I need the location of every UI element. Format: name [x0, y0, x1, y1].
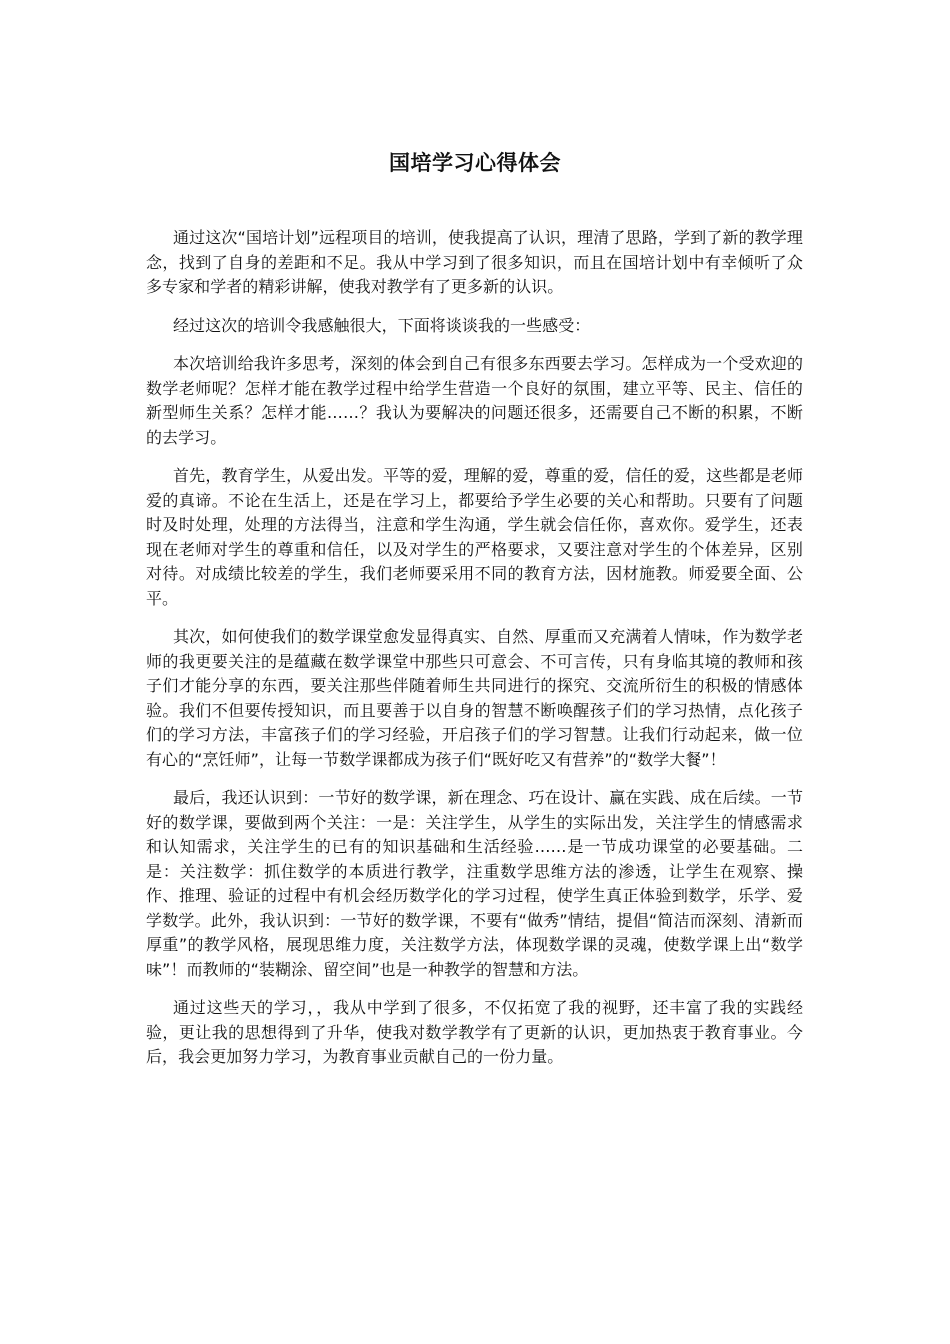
document-body	[146, 226, 803, 1084]
document-title: 国培学习心得体会	[389, 151, 561, 175]
paragraph-intro: 通过这次“国培计划”远程项目的培训，使我提高了认识，理清了思路，学到了新的教学理念，找到了自身的差距和不足。我从中学习到了很多知识，而且在国培计划中有幸倾听了众多专家和学者的精彩讲解，使我对教学有了更多新的认识。	[146, 228, 803, 296]
paragraph-second: 其次，如何使我们的数学课堂愈发显得真实、自然、厚重而又充满着人情味，作为数学老师的我更要关注的是蕴藏在数学课堂中那些只可意会、不可言传，只有身临其境的教师和孩子们才能分享的东西，要关注那些伴随着师生共同进行的探究、交流所衍生的积极的情感体验。我们不但要传授知识，而且要善于以自身的智慧不断唤醒孩子们的学习热情，点化孩子们的学习方法，丰富孩子们的学习经验，开启孩子们的学习智慧。让我们行动起来，做一位有心的“烹饪师”，让每一节数学课都成为孩子们“既好吃又有营养”的“数学大餐”！	[146, 627, 803, 769]
paragraph-last: 最后，我还认识到：一节好的数学课，新在理念、巧在设计、赢在实践、成在后续。一节好的数学课，要做到两个关注：一是：关注学生，从学生的实际出发，关注学生的情感需求和认知需求，关注学生的已有的知识基础和生活经验……是一节成功课堂的必要基础。二是：关注数学：抓住数学的本质进行教学，注重数学思维方法的渗透，让学生在观察、操作、推理、验证的过程中有机会经历数学化的学习过程，使学生真正体验到数学，乐学、爱学数学。此外，我认识到：一节好的数学课，不要有“做秀”情结，提倡“简洁而深刻、清新而厚重”的教学风格，展现思维力度，关注数学方法，体现数学课的灵魂，使数学课上出“数学味”！而教师的“装糊涂、留空间”也是一种教学的智慧和方法。	[146, 788, 803, 979]
paragraph-feelings-lead: 经过这次的培训令我感触很大，下面将谈谈我的一些感受：	[173, 315, 591, 335]
paragraph-conclusion: 通过这些天的学习，，我从中学到了很多，不仅拓宽了我的视野，还丰富了我的实践经验，更让我的思想得到了升华，使我对数学教学有了更新的认识，更加热衷于教育事业。今后，我会更加努力学习，为教育事业贡献自己的一份力量。	[146, 998, 803, 1066]
paragraph-reflection: 本次培训给我许多思考，深刻的体会到自己有很多东西要去学习。怎样成为一个受欢迎的数学老师呢？怎样才能在教学过程中给学生营造一个良好的氛围，建立平等、民主、信任的新型师生关系？怎样才能……？我认为要解决的问题还很多，还需要自己不断的积累，不断的去学习。	[146, 354, 803, 447]
paragraph-first: 首先，教育学生，从爱出发。平等的爱，理解的爱，尊重的爱，信任的爱，这些都是老师爱的真谛。不论在生活上，还是在学习上，都要给予学生必要的关心和帮助。只要有了问题时及时处理，处理的方法得当，注意和学生沟通，学生就会信任你，喜欢你。爱学生，还表现在老师对学生的尊重和信任，以及对学生的严格要求，又要注意对学生的个体差异，区别对待。对成绩比较差的学生，我们老师要采用不同的教育方法，因材施教。师爱要全面、公平。	[146, 466, 803, 608]
